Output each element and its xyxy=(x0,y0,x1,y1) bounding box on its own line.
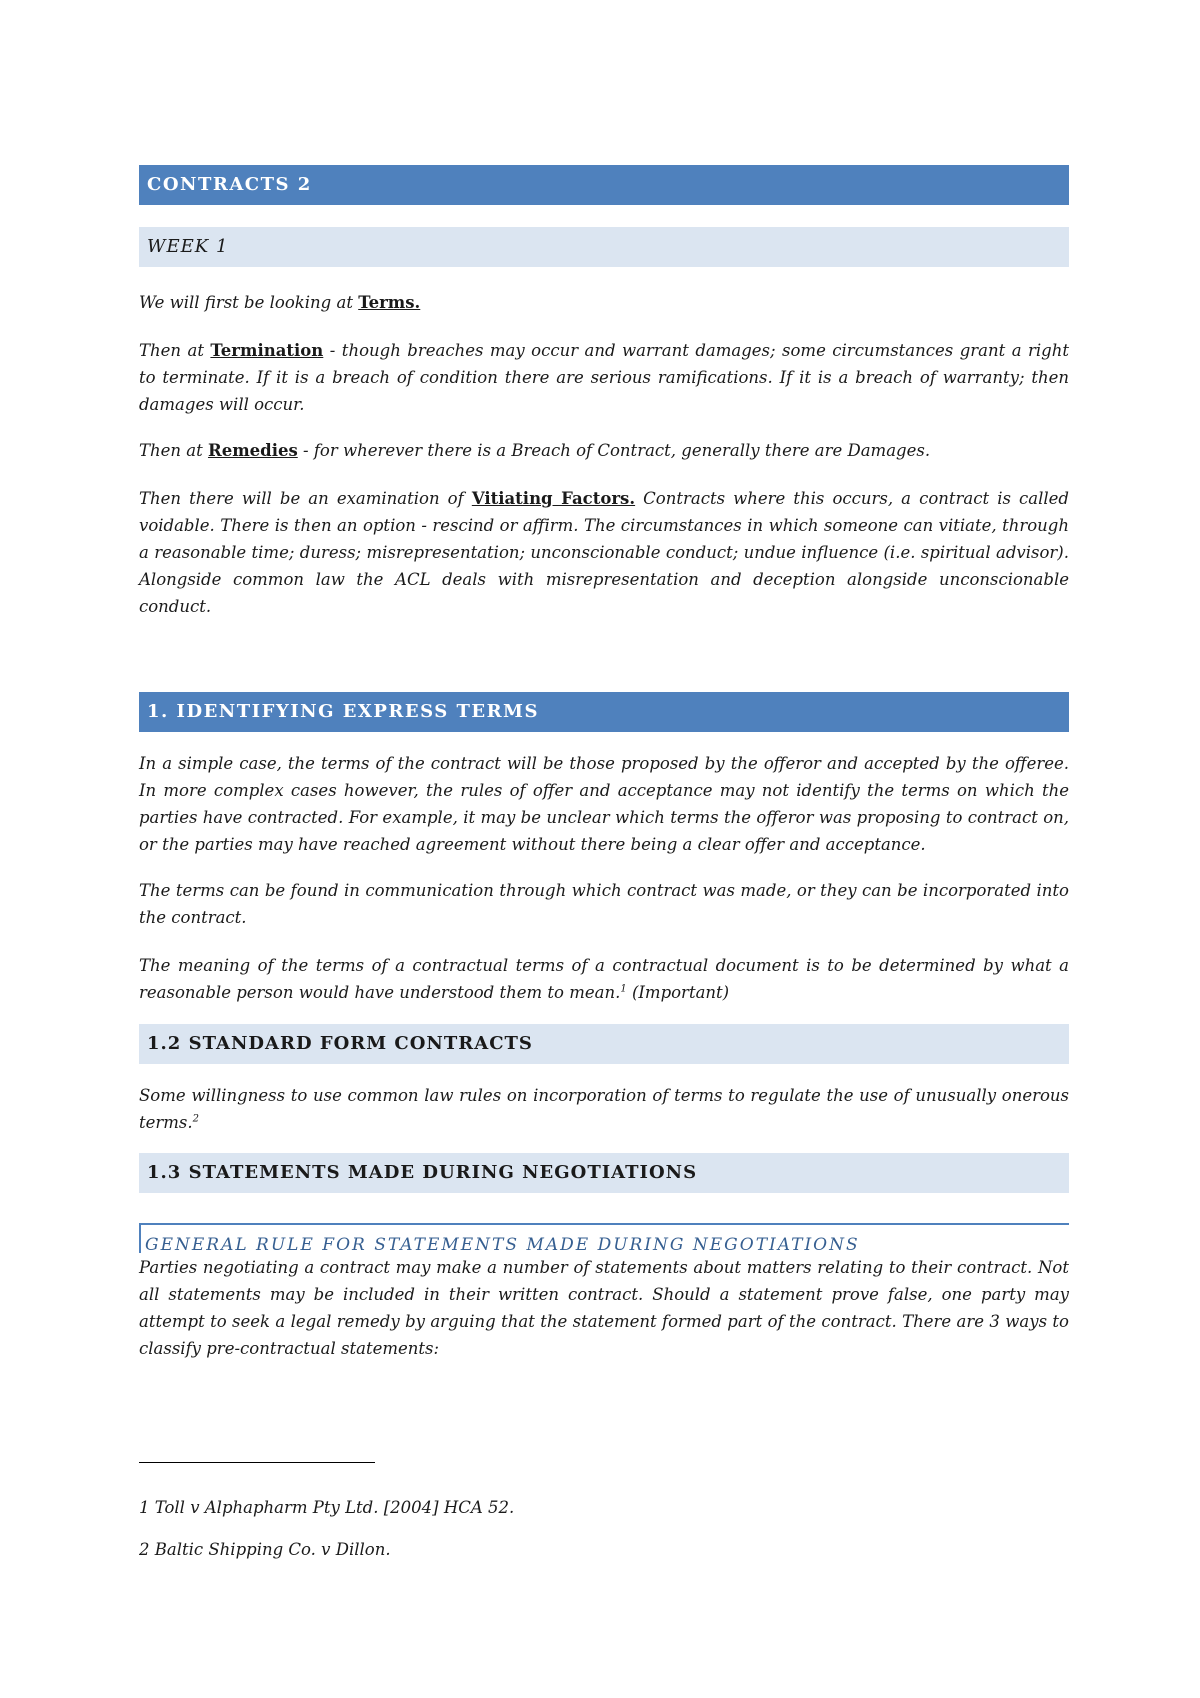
section-1-2-heading: 1.2 STANDARD FORM CONTRACTS xyxy=(139,1024,1069,1064)
section-1-2-paragraph xyxy=(139,1082,1069,1136)
footnote-2: 2 Baltic Shipping Co. v Dillon. xyxy=(139,1540,391,1559)
section-1-paragraph-1: In a simple case, the terms of the contract will be those proposed by the offeror and accepted by the offeree. In more complex cases however, the rules of offer and acceptance may not identify the terms on which the parties have contracted. For example, it may be unclear which terms the offeror was proposing to contract on, or the parties may have reached agreement without there being a clear offer and acceptance. xyxy=(139,754,1069,854)
section-1-heading: 1. IDENTIFYING EXPRESS TERMS xyxy=(139,692,1069,732)
section-1-paragraph-3 xyxy=(139,952,1069,1006)
intro-p2-post: - though breaches may occur and warrant damages; some circumstances grant a right to terminate. If it is a breach of condition there are serious ramifications. If it is a breach of warranty; then damages will occur. xyxy=(139,341,1069,414)
section-1-2-text: Some willingness to use common law rules on incorporation of terms to regulate the use of unusually onerous terms. xyxy=(139,1086,1069,1132)
termination-keyword: Termination xyxy=(210,341,324,360)
remedies-keyword: Remedies xyxy=(207,441,298,460)
footnote-separator xyxy=(139,1462,375,1463)
intro-p4-post: Contracts where this occurs, a contract is called voidable. There is then an option - rescind or affirm. The circumstances in which someone can vitiate, through a reasonable time; duress; misrepresentation; unconscionable conduct; undue influence (i.e. spiritual advisor). Alongside common law the ACL deals with misrepresentation and deception alongside unconscionable conduct. xyxy=(139,489,1069,616)
intro-p1-text: We will first be looking at xyxy=(139,293,359,312)
general-rule-subheading: GENERAL RULE FOR STATEMENTS MADE DURING NEGOTIATIONS xyxy=(139,1223,1069,1253)
footnote-ref-1[interactable]: 1 xyxy=(620,983,627,995)
intro-paragraph-termination xyxy=(139,337,1069,418)
section-1-3-paragraph: Parties negotiating a contract may make a number of statements about matters relating to their contract. Not all statements may be included in their written contract. Should a statement prove false, one party may attempt to seek a legal remedy by arguing that the statement formed part of the contract. There are 3 ways to classify pre-contractual statements: xyxy=(139,1258,1069,1358)
footnote-ref-2[interactable]: 2 xyxy=(192,1113,200,1125)
section-1-p3-post: (Important) xyxy=(626,983,730,1002)
document-body xyxy=(139,165,1069,1362)
intro-p4-pre: Then there will be an examination of xyxy=(139,489,472,508)
section-1-3-heading: 1.3 STATEMENTS MADE DURING NEGOTIATIONS xyxy=(139,1153,1069,1193)
week-heading: WEEK 1 xyxy=(139,227,1069,267)
intro-p3-post: - for wherever there is a Breach of Contract, generally there are Damages. xyxy=(297,441,931,460)
section-1-paragraph-2: The terms can be found in communication through which contract was made, or they can be incorporated into the contract. xyxy=(139,881,1069,927)
intro-paragraph-remedies xyxy=(139,437,1069,464)
footnote-1: 1 Toll v Alphapharm Pty Ltd. [2004] HCA 52. xyxy=(139,1498,515,1517)
intro-p3-pre: Then at xyxy=(139,441,208,460)
intro-paragraph-terms xyxy=(139,289,1069,316)
vitiating-factors-keyword: Vitiating Factors. xyxy=(471,489,636,508)
intro-p2-pre: Then at xyxy=(139,341,211,360)
intro-paragraph-vitiating xyxy=(139,485,1069,620)
terms-keyword: Terms. xyxy=(358,293,421,312)
section-1-p3-text: The meaning of the terms of a contractual terms of a contractual document is to be determined by what a reasonable person would have understood them to mean. xyxy=(139,956,1069,1002)
title-heading: CONTRACTS 2 xyxy=(139,165,1069,205)
